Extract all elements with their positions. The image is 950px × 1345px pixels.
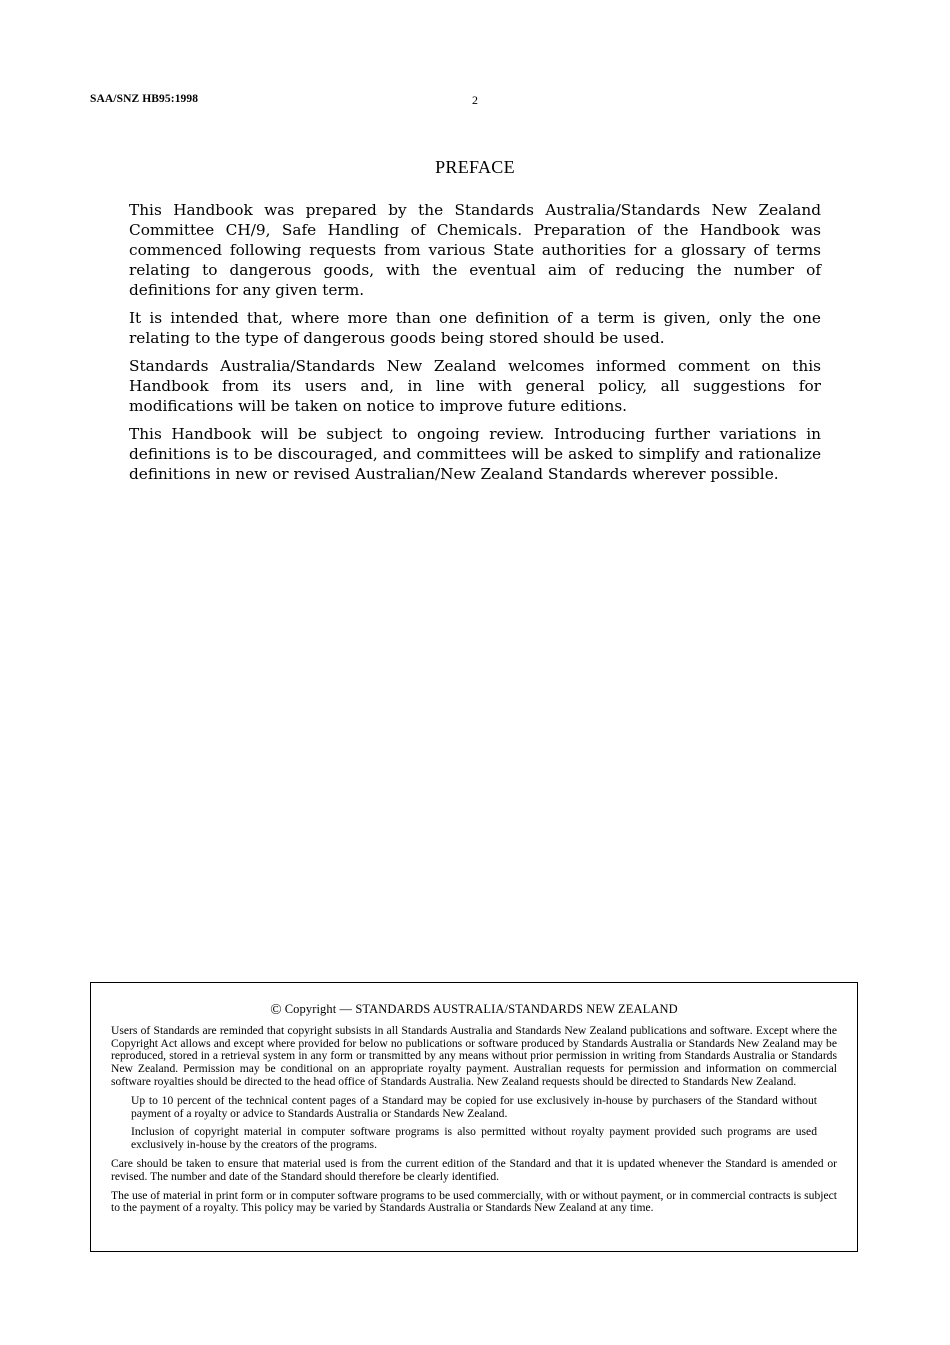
preface-body	[129, 200, 821, 492]
preface-title: PREFACE	[435, 157, 515, 177]
copyright-paragraph-3: Inclusion of copyright material in computer software programs is also permitted without royalty payment provided such programs are used exclusively in-house by the creators of the programs.	[131, 1125, 817, 1152]
running-header	[90, 93, 860, 109]
preface-paragraph-1: This Handbook was prepared by the Standards Australia/Standards New Zealand Committee CH/9, Safe Handling of Chemicals. Preparation of the Handbook was commenced following requests from various State authorities for a glossary of terms relating to dangerous goods, with the eventual aim of reducing the number of definitions for any given term.	[129, 201, 821, 299]
copyright-heading	[111, 1003, 837, 1017]
copyright-paragraph-1: Users of Standards are reminded that copyright subsists in all Standards Australia and Standards New Zealand publications and software. Except where the Copyright Act allows and except where provided for below no publications or software produced by Standards Australia or Standards New Zealand may be reproduced, stored in a retrieval system in any form or transmitted by any means without prior permission in writing from Standards Australia or Standards New Zealand. Permission may be conditional on an appropriate royalty payment. Australian requests for permission and information on commercial software royalties should be directed to the head office of Standards Australia. New Zealand requests should be directed to Standards New Zealand.	[111, 1023, 837, 1088]
copyright-paragraph-5: The use of material in print form or in computer software programs to be used commercially, with or without payment, or in commercial contracts is subject to the payment of a royalty. This policy may be varied by Standards Australia or Standards New Zealand at any time.	[111, 1188, 837, 1215]
copyright-heading-text: Copyright — STANDARDS AUSTRALIA/STANDARDS NEW ZEALAND	[284, 1002, 678, 1016]
copyright-paragraph-4: Care should be taken to ensure that material used is from the current edition of the Standard and that it is updated whenever the Standard is amended or revised. The number and date of the Standard should therefore be clearly identified.	[111, 1156, 837, 1183]
copyright-paragraph-2: Up to 10 percent of the technical content pages of a Standard may be copied for use exclusively in-house by purchasers of the Standard without payment of a royalty or advice to Standards Australia or Standards New Zealand.	[131, 1093, 817, 1120]
preface-paragraph-4: This Handbook will be subject to ongoing review. Introducing further variations in definitions is to be discouraged, and committees will be asked to simplify and rationalize definitions in new or revised Australian/New Zealand Standards wherever possible.	[129, 425, 821, 483]
preface-paragraph-3: Standards Australia/Standards New Zealand welcomes informed comment on this Handbook from its users and, in line with general policy, all suggestions for modifications will be taken on notice to improve future editions.	[129, 357, 821, 415]
preface-paragraph-2: It is intended that, where more than one definition of a term is given, only the one relating to the type of dangerous goods being stored should be used.	[129, 309, 821, 347]
copyright-icon: ©	[270, 1002, 282, 1018]
copyright-notice-box	[90, 982, 858, 1252]
page-number: 2	[472, 93, 478, 107]
document-id: SAA/SNZ HB95:1998	[90, 93, 199, 105]
